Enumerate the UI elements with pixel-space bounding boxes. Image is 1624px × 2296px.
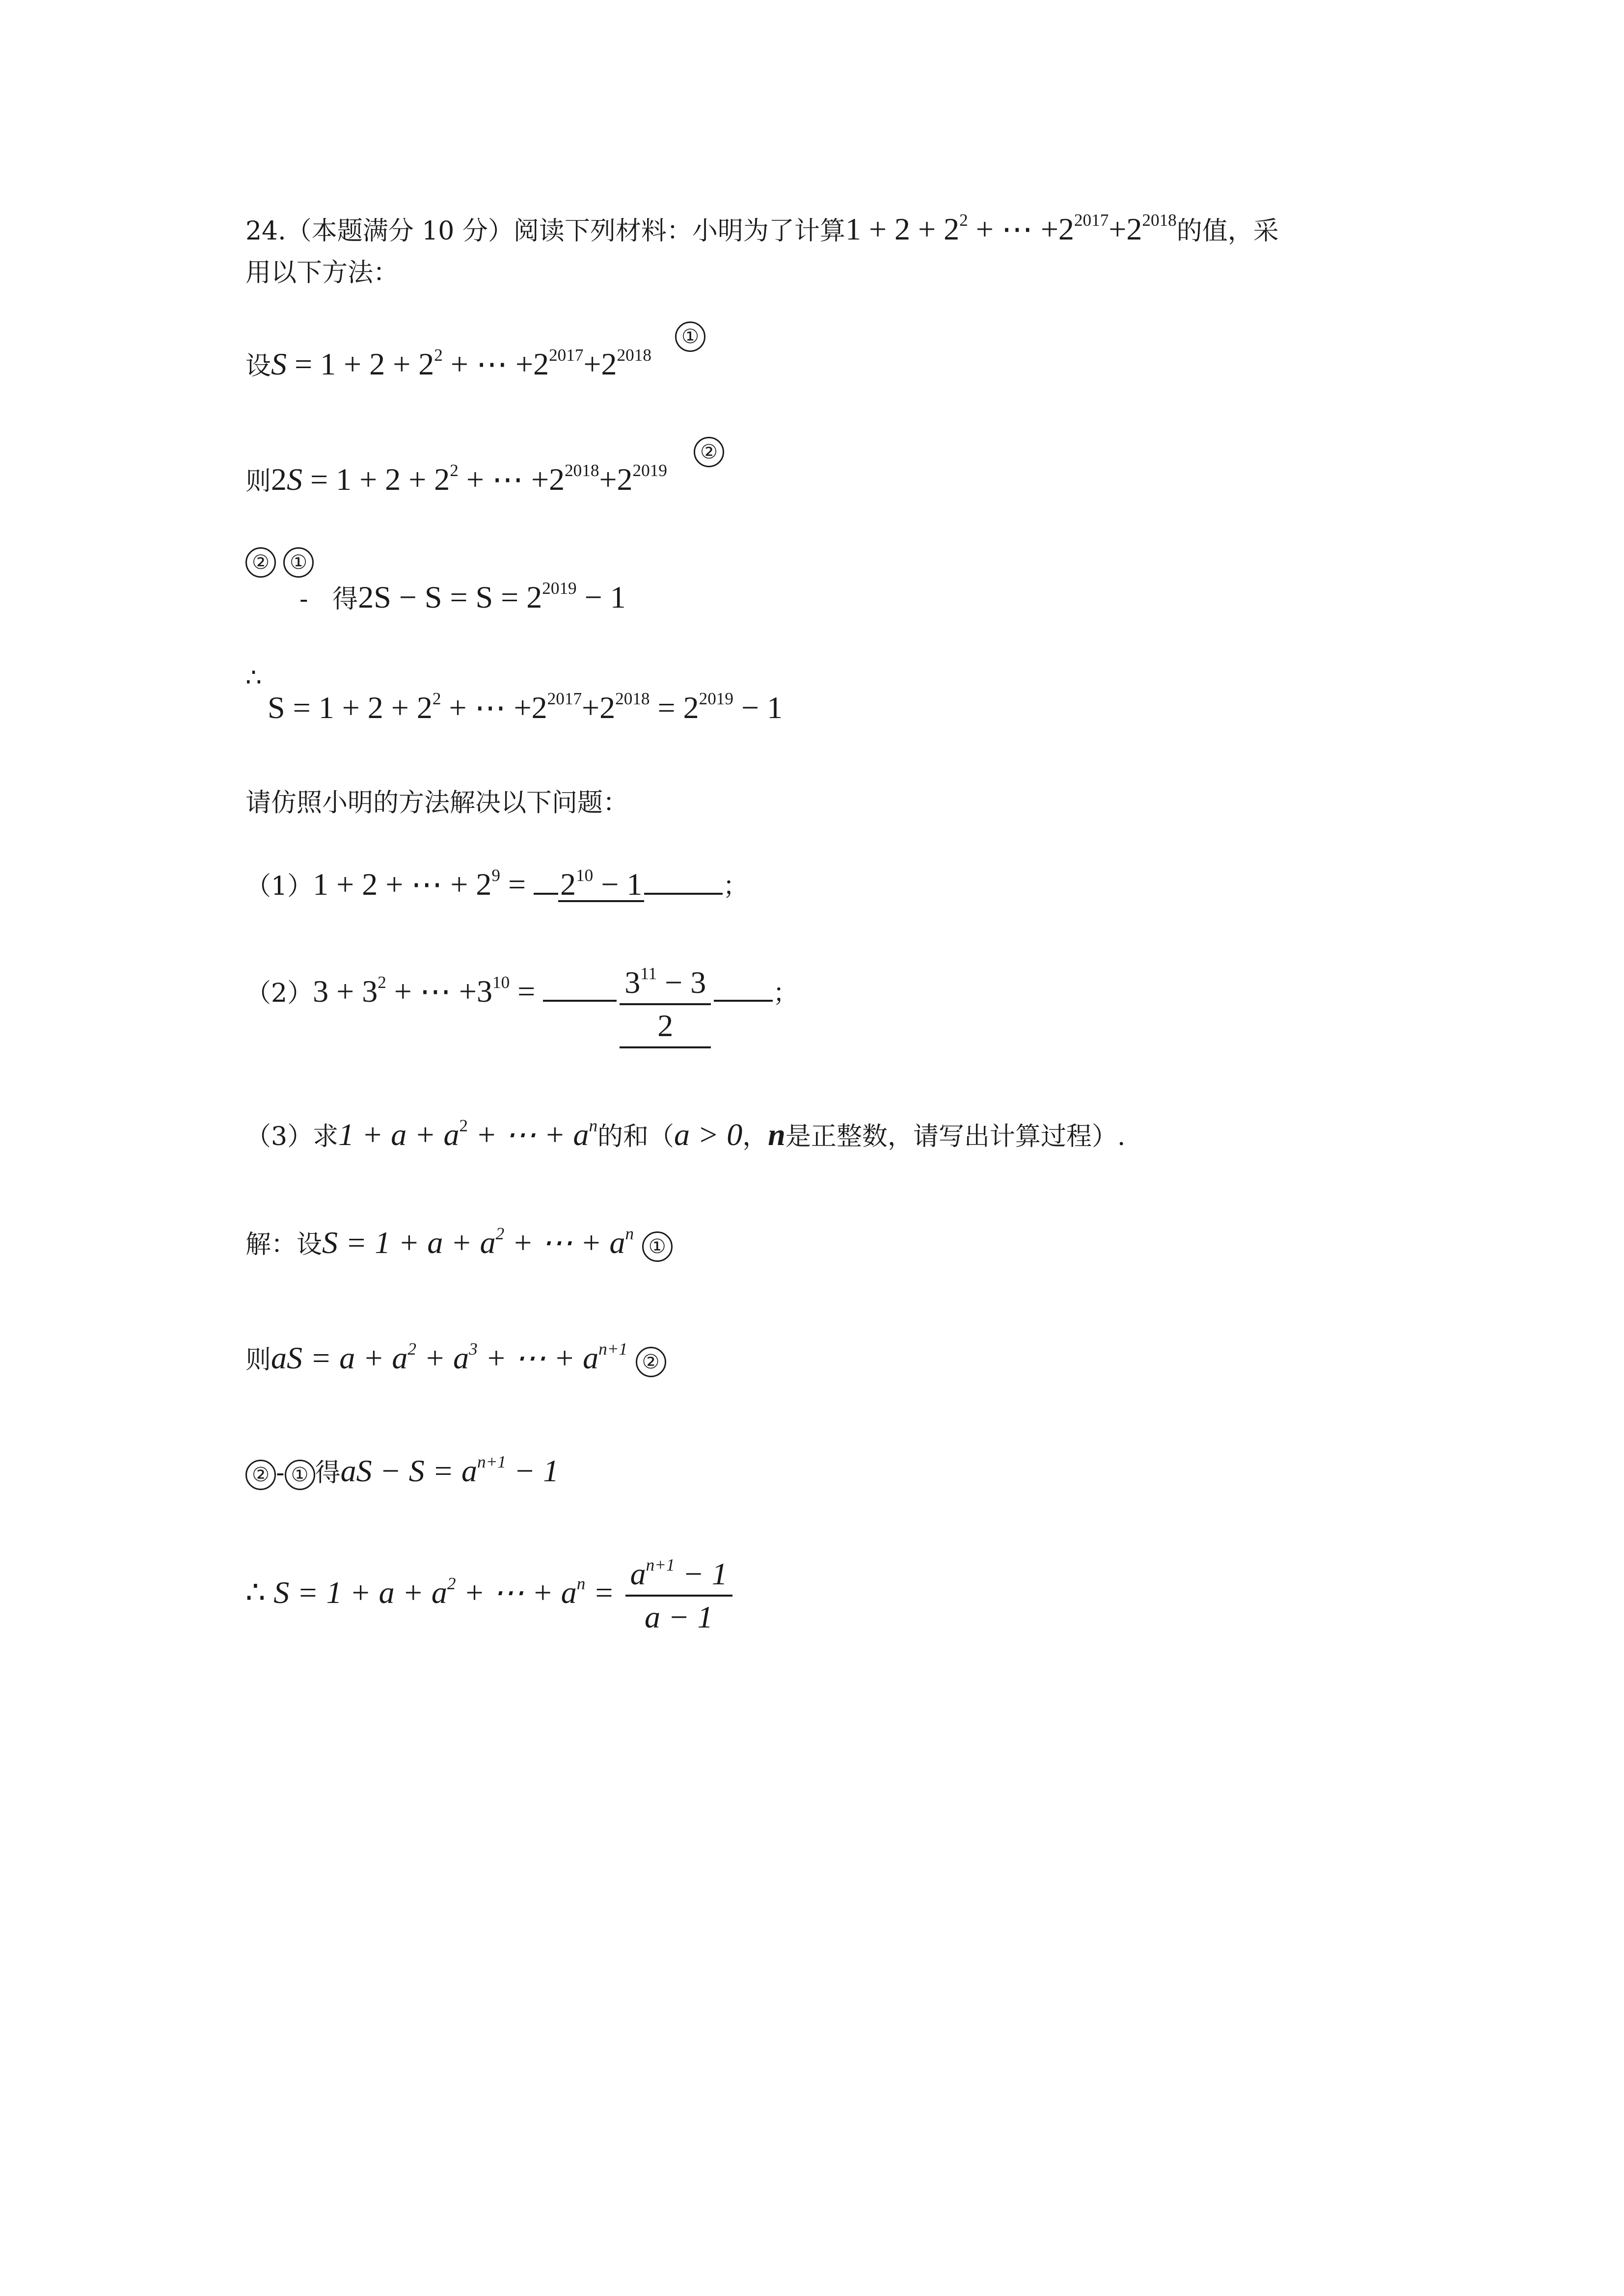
step-3-equation: $2S - S = S = 2^{2019} - 1$ [358,579,626,614]
step-3: - 得$2S - S = S = 2^{2019} - 1$ [299,579,626,614]
problem-header-line2: 用以下方法： [245,258,399,288]
solution-result-fraction: $\frac{a^{n+1} - 1}{a - 1}$ [625,1558,732,1633]
question-2: $(2)3 + 3^2$ + ⋯ $+3^{10}$ = $\frac{3^{11} - 3}{2}$ ； [245,967,798,1048]
problem-header [245,211,1279,246]
step-4-equation: $S = 1 + 2 + 2^2$ + ⋯ $+2^{2017}+2^{2018} = 2^{2019} - 1$ [268,689,783,725]
solution-line-2: 则aS = $a + a^2 + a^3$ + ⋯ + $a^{n+1}$ ② [245,1342,666,1377]
solution-line-4: ∴ $S = 1 + a + a^2$ + ⋯ + $a^n$ = $\frac{a^{n+1} - 1}{a - 1}$ [245,1558,735,1633]
header-suffix: 的值，采 [1176,216,1279,246]
question-3: （3）求$1 + a + a^2$ + ⋯ + $a^n$的和（a > 0，n是正整数，请写出计算过程）. [245,1116,1126,1152]
header-sum-expression: $1 + 2 + 2^2$ + ⋯ $+2^{2017}+2^{2018}$ [845,211,1177,246]
question-1: （1）1 + 2 + ⋯ + $2^9 = 2^{10} - 1$ ； [245,866,749,902]
question-1-answer: $2^{10} - 1$ [558,869,644,902]
step-4 [268,689,783,725]
step-1-equation: $S = 1 + 2 + 2^2$ + ⋯ $+2^{2017}+2^{2018}$ [271,346,651,381]
step-2: 则$2S = 1 + 2 + 2^2$ + ⋯ $+2^{2018}+2^{2019}$ [245,461,667,497]
solution-line-1: 解：设$S = 1 + a + a^2$ + ⋯ + $a^n$ ① [245,1227,673,1262]
step-3-marker-2: ② [245,547,276,578]
step-3-marker-1: ① [283,547,314,578]
solution-marker-1: ① [642,1231,673,1262]
therefore-symbol: ∴ [245,663,262,693]
solution-marker-2: ② [636,1347,666,1377]
instruction-text: 请仿照小明的方法解决以下问题： [245,788,629,818]
solution-line-3: ② - ① 得aS − $S = a^{n+1} - 1$ [245,1455,559,1490]
step-2-equation: $2S = 1 + 2 + 2^2$ + ⋯ $+2^{2018}+2^{2019}$ [271,461,667,497]
equation-marker-2: ② [694,437,724,467]
step-1: 设$S = 1 + 2 + 2^2$ + ⋯ $+2^{2017}+2^{2018}$ [245,346,651,381]
step-3-markers [245,547,314,578]
header-prefix: 24.（本题满分 10 分）阅读下列材料：小明为了计算 [245,216,845,246]
question-2-answer-fraction: $\frac{3^{11} - 3}{2}$ [620,967,711,1048]
equation-marker-1: ① [675,321,705,352]
